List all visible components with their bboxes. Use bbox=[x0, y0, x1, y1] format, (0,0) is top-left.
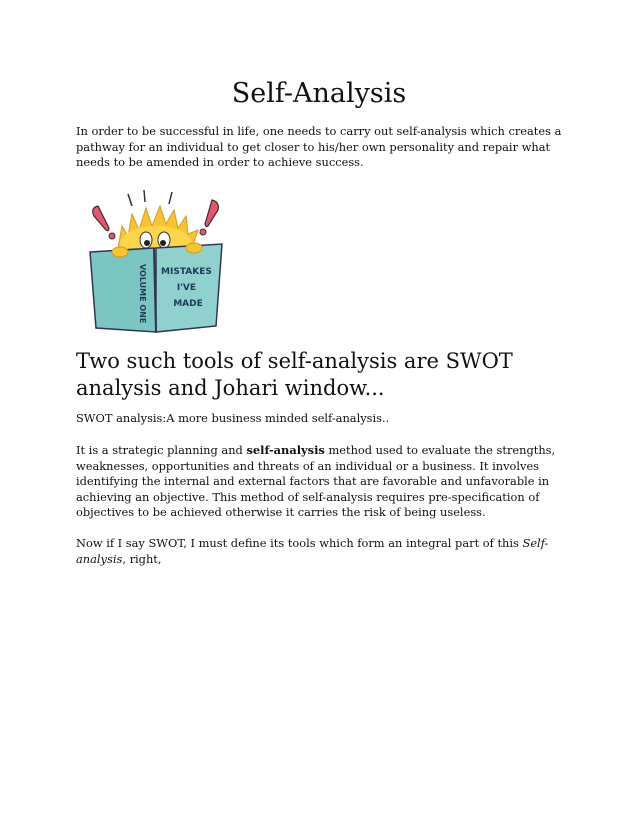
page-title: Self-Analysis bbox=[231, 78, 407, 109]
p3-text-after: , right, bbox=[122, 551, 162, 566]
intro-paragraph: In order to be successful in life, one needs to carry out self-analysis which creates a pathway for an individual to get closer to his/her own personality and repair what needs to be amended in order to achieve success. bbox=[76, 124, 562, 169]
exclamation-left-icon bbox=[93, 206, 115, 239]
book-cover-line-3: MADE bbox=[173, 299, 203, 309]
swot-tools-paragraph bbox=[76, 536, 568, 567]
p2-text-after: method used to evaluate the strengths, weaknesses, opportunities and threats of an individual or a business. It involves identifying the internal and external factors that are favorable and unfavorable in achieving an objective. This method of self-analysis requires pre-specification of objectives to be achieved otherwise it carries the risk of being useless. bbox=[76, 443, 556, 519]
p2-bold-term: self-analysis bbox=[246, 443, 325, 457]
section-heading: Two such tools of self-analysis are SWOT analysis and Johari window... bbox=[76, 349, 513, 400]
exclamation-right-icon bbox=[200, 200, 218, 235]
p2-text-before: It is a strategic planning and bbox=[76, 443, 247, 457]
p3-italic-term: Self-analysis bbox=[76, 536, 549, 566]
swot-intro-paragraph: SWOT analysis:A more business minded self-analysis.. bbox=[76, 411, 390, 425]
swot-definition-paragraph bbox=[76, 443, 568, 521]
book-cover-line-1: MISTAKES bbox=[161, 267, 212, 277]
cartoon-reading-book-icon bbox=[76, 186, 234, 334]
p3-text-before: Now if I say SWOT, I must define its tools which form an integral part of this bbox=[76, 536, 523, 550]
book-spine-text: VOLUME ONE bbox=[138, 264, 147, 324]
book-cover-line-2: I'VE bbox=[176, 283, 197, 293]
book-icon bbox=[90, 243, 222, 332]
